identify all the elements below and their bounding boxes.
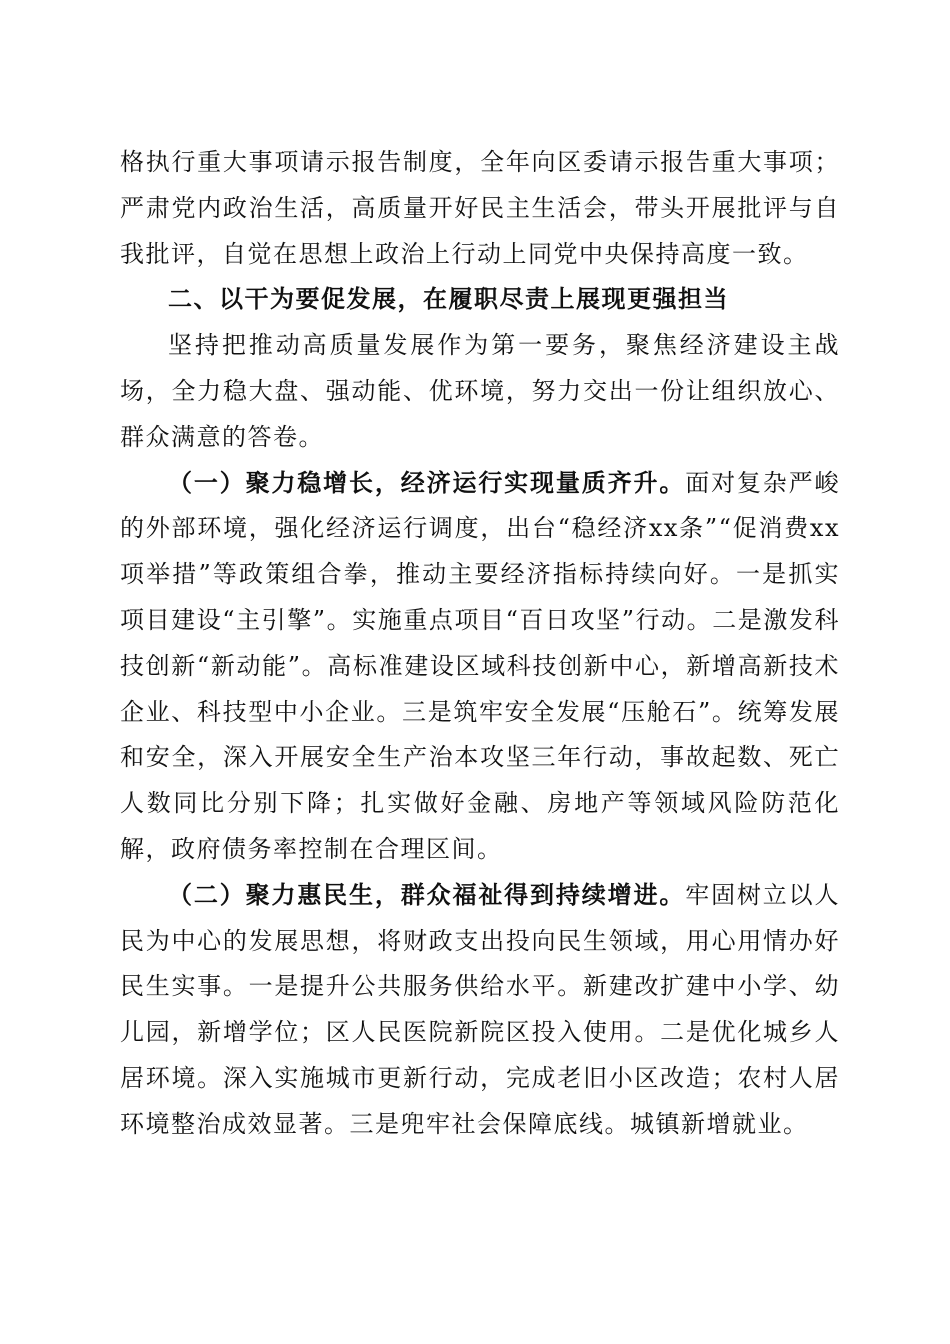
subsection-body-2: 牢固树立以人民为中心的发展思想，将财政支出投向民生领域，用心用情办好民生实事。一是提升公共服务供给水平。新建改扩建中小学、幼儿园，新增学位；区人民医院新院区投入使用。二是优化城乡人居环境。深入实施城市更新行动，完成老旧小区改造；农村人居环境整治成效显著。三是兜牢社会保障底线。城镇新增就业。 [120,880,841,1138]
subsection-lead-1: （一）聚力稳增长，经济运行实现量质齐升。 [168,468,686,497]
subsection-paragraph-2 [120,873,840,1148]
paragraph-continuation: 格执行重大事项请示报告制度，全年向区委请示报告重大事项；严肃党内政治生活，高质量开好民主生活会，带头开展批评与自我批评，自觉在思想上政治上行动上同党中央保持高度一致。 [120,148,840,268]
subsection-body-1: 面对复杂严峻的外部环境，强化经济运行调度，出台“稳经济xx条”“促消费xx项举措”等政策组合拳，推动主要经济指标持续向好。一是抓实项目建设“主引擎”。实施重点项目“百日攻坚”行动。二是激发科技创新“新动能”。高标准建设区域科技创新中心，新增高新技术企业、科技型中小企业。三是筑牢安全发展“压舱石”。统筹发展和安全，深入开展安全生产治本攻坚三年行动，事故起数、死亡人数同比分别下降；扎实做好金融、房地产等领域风险防范化解，政府债务率控制在合理区间。 [120,468,841,863]
subsection-paragraph-1 [120,461,840,873]
section-heading: 二、以干为要促发展，在履职尽责上展现更强担当 [168,285,729,314]
intro-paragraph: 坚持把推动高质量发展作为第一要务，聚焦经济建设主战场，全力稳大盘、强动能、优环境，努力交出一份让组织放心、群众满意的答卷。 [120,331,840,451]
document-body [120,140,840,1148]
subsection-lead-2: （二）聚力惠民生，群众福祉得到持续增进。 [168,880,686,909]
